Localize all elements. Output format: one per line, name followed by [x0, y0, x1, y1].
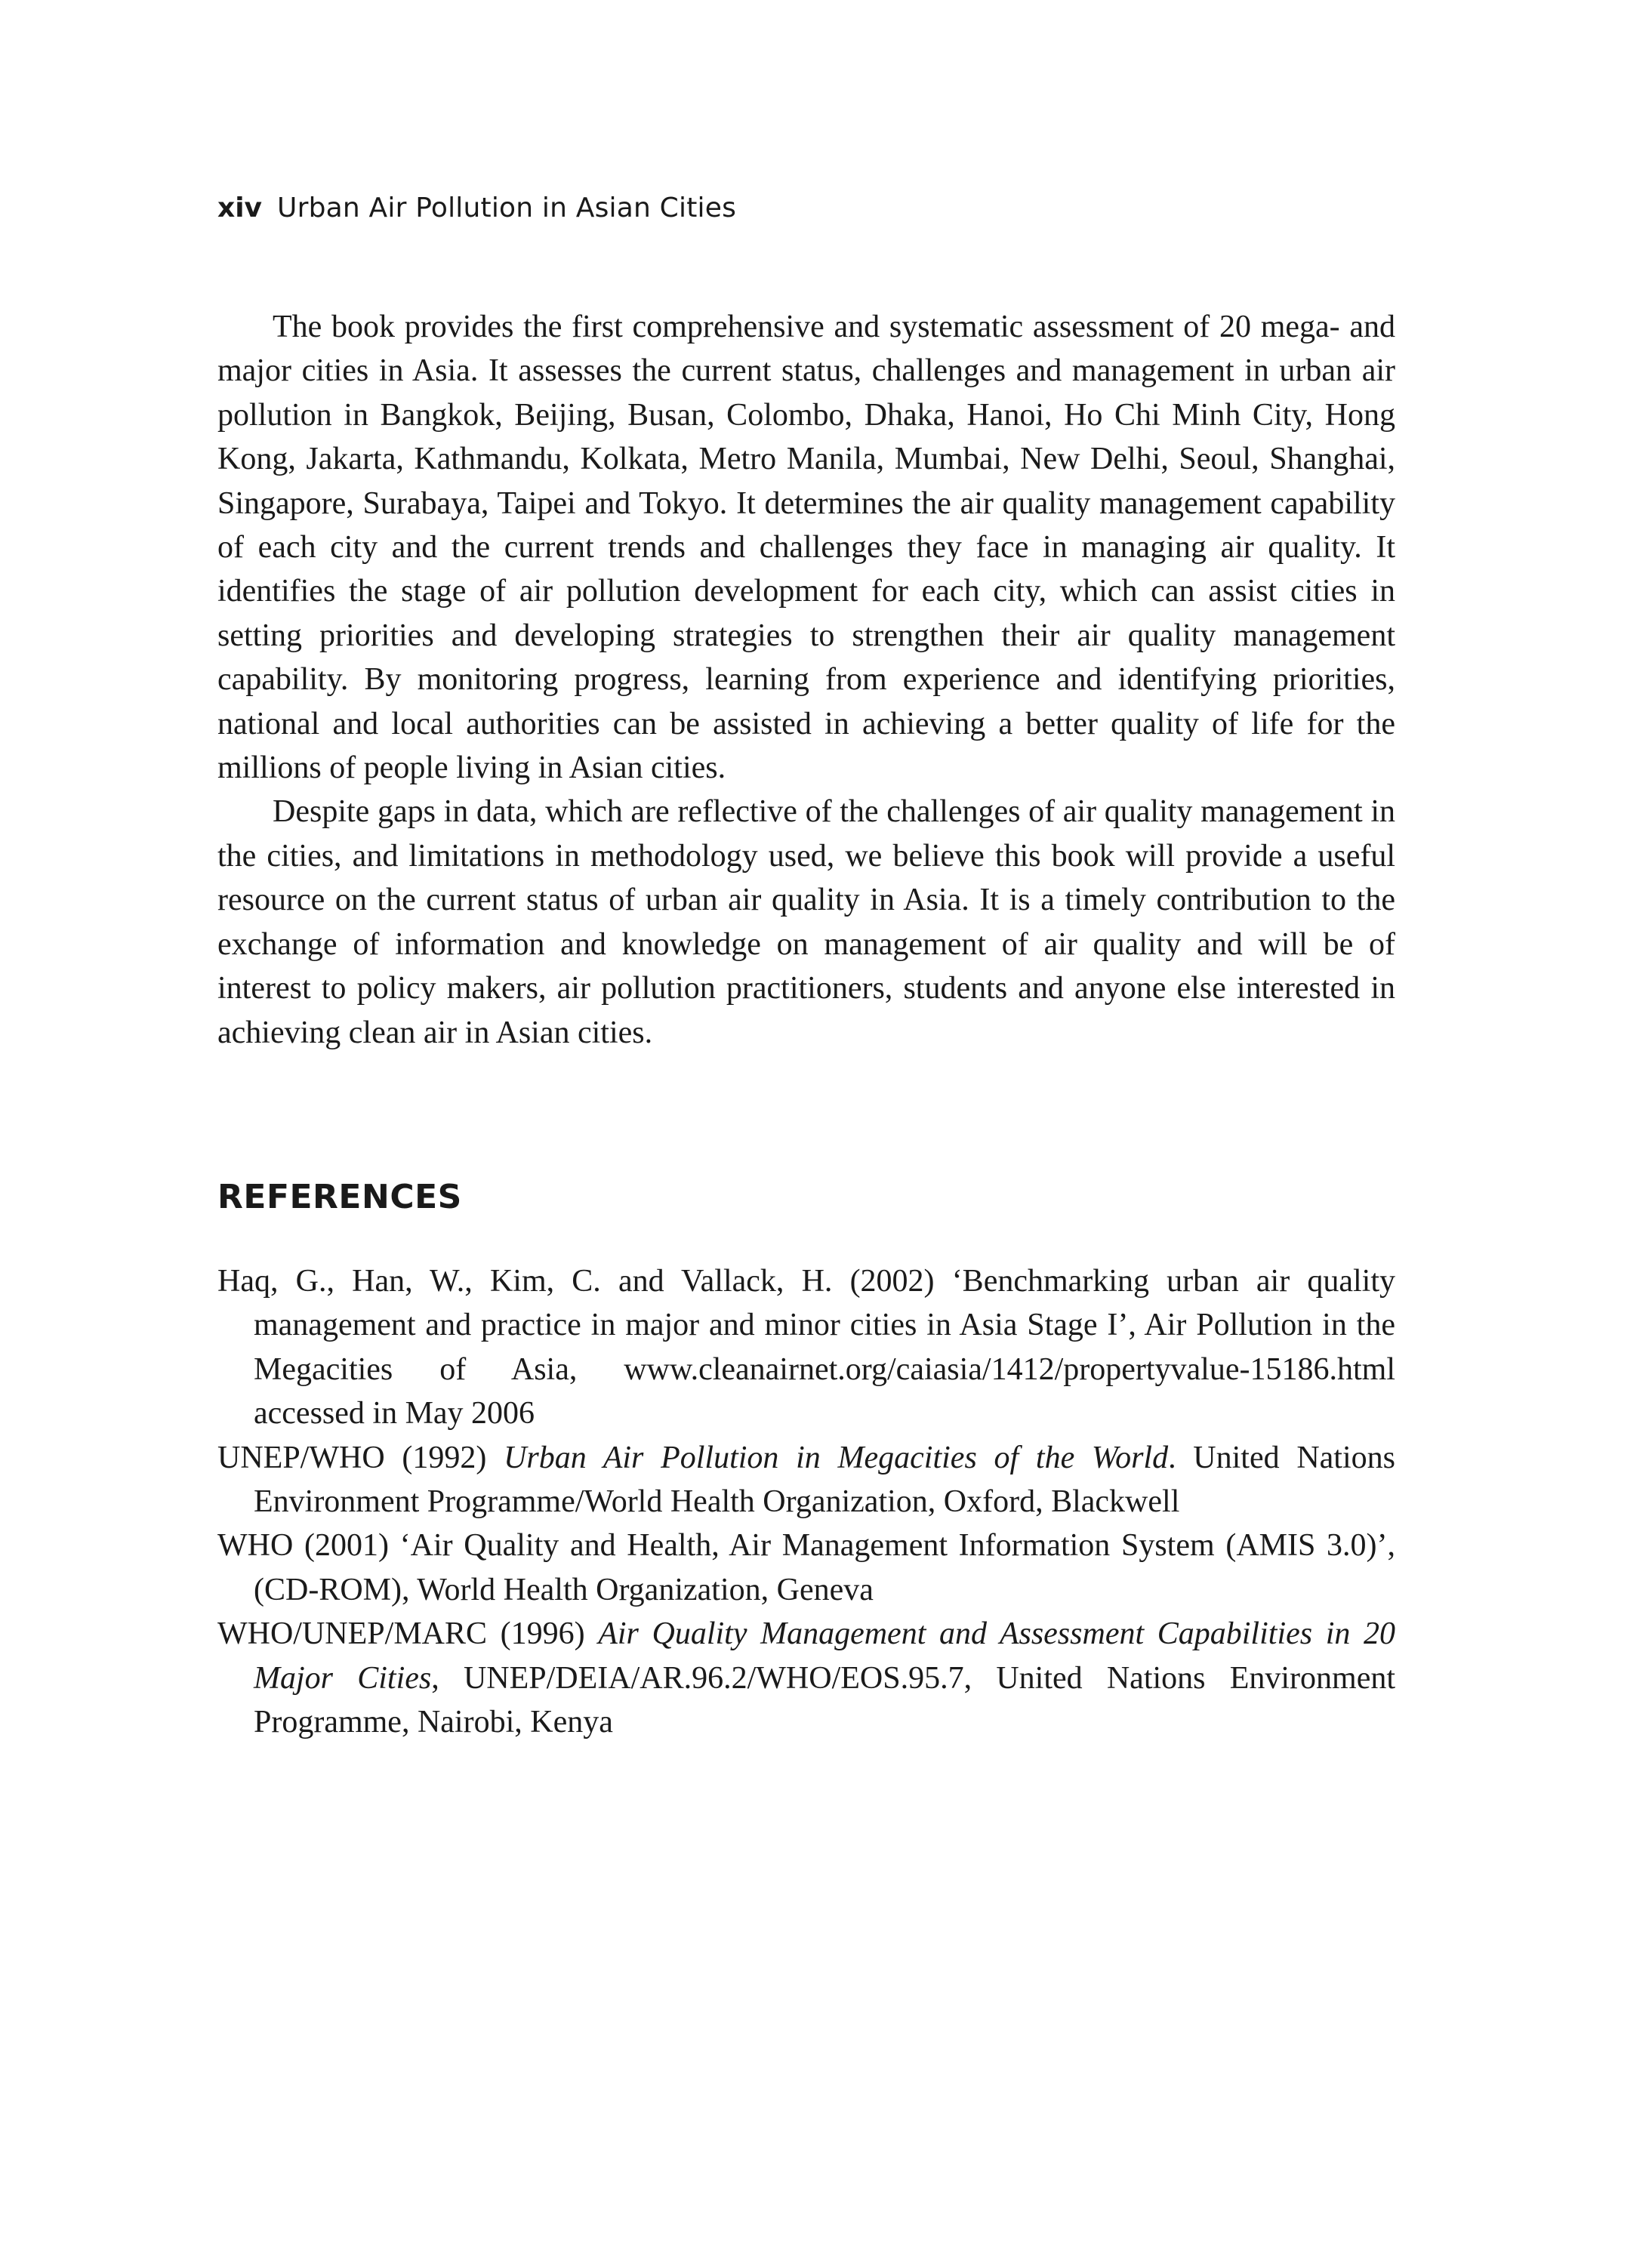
- reference-text: WHO/UNEP/MARC (1996): [217, 1616, 599, 1652]
- reference-title: Urban Air Pollution in Megacities of the World: [504, 1440, 1169, 1475]
- running-head-title: Urban Air Pollution in Asian Cities: [277, 193, 737, 223]
- reference-item: [217, 1436, 1395, 1524]
- reference-text: UNEP/WHO (1992): [217, 1440, 504, 1475]
- page-number: xiv: [217, 193, 263, 223]
- reference-text: . United Nations Environment Programme/World Health Organization, Oxford, Blackwell: [254, 1440, 1395, 1520]
- references-heading: REFERENCES: [217, 1178, 462, 1216]
- body-paragraph: Despite gaps in data, which are reflective of the challenges of air quality management in the cities, and limitations in methodology used, we believe this book will provide a useful resource on the current status of urban air quality in Asia. It is a timely contribution to the exchange of information and knowledge on management of air quality and will be of interest to policy makers, air pollution practitioners, students and anyone else interested in achieving clean air in Asian cities.: [217, 794, 1395, 1050]
- reference-text: Haq, G., Han, W., Kim, C. and Vallack, H. (2002) ‘Benchmarking urban air quality management and practice in major and minor cities in Asia Stage I’, Air Pollution in the Megacities of Asia, www.cleanairnet.org/caiasia/1412/propertyvalue-15186.html accessed in May 2006: [217, 1264, 1395, 1431]
- running-head: [217, 192, 736, 225]
- reference-text: , UNEP/DEIA/AR.96.2/WHO/EOS.95.7, United Nations Environment Programme, Nairobi, Kenya: [254, 1660, 1396, 1740]
- reference-item: [217, 1612, 1395, 1744]
- reference-item: [217, 1259, 1395, 1436]
- body-text: [217, 305, 1395, 1055]
- reference-item: [217, 1524, 1395, 1612]
- reference-list: [217, 1259, 1395, 1744]
- body-paragraph: The book provides the first comprehensive and systematic assessment of 20 mega- and major cities in Asia. It assesses the current status, challenges and management in urban air pollution in Bangkok, Beijing, Busan, Colombo, Dhaka, Hanoi, Ho Chi Minh City, Hong Kong, Jakarta, Kathmandu, Kolkata, Metro Manila, Mumbai, New Delhi, Seoul, Shanghai, Singapore, Surabaya, Taipei and Tokyo. It determines the air quality management capability of each city and the current trends and challenges they face in managing air quality. It identifies the stage of air pollution development for each city, which can assist cities in setting priorities and developing strategies to strengthen their air quality management capability. By monitoring progress, learning from experience and identifying priorities, national and local authorities can be assisted in achieving a better quality of life for the millions of people living in Asian cities.: [217, 310, 1395, 786]
- reference-title: Air Quality Management and Assessment Capabilities in 20 Major Cities: [254, 1616, 1395, 1696]
- reference-text: WHO (2001) ‘Air Quality and Health, Air Management Information System (AMIS 3.0)’, (CD-ROM), World Health Organization, Geneva: [217, 1528, 1395, 1607]
